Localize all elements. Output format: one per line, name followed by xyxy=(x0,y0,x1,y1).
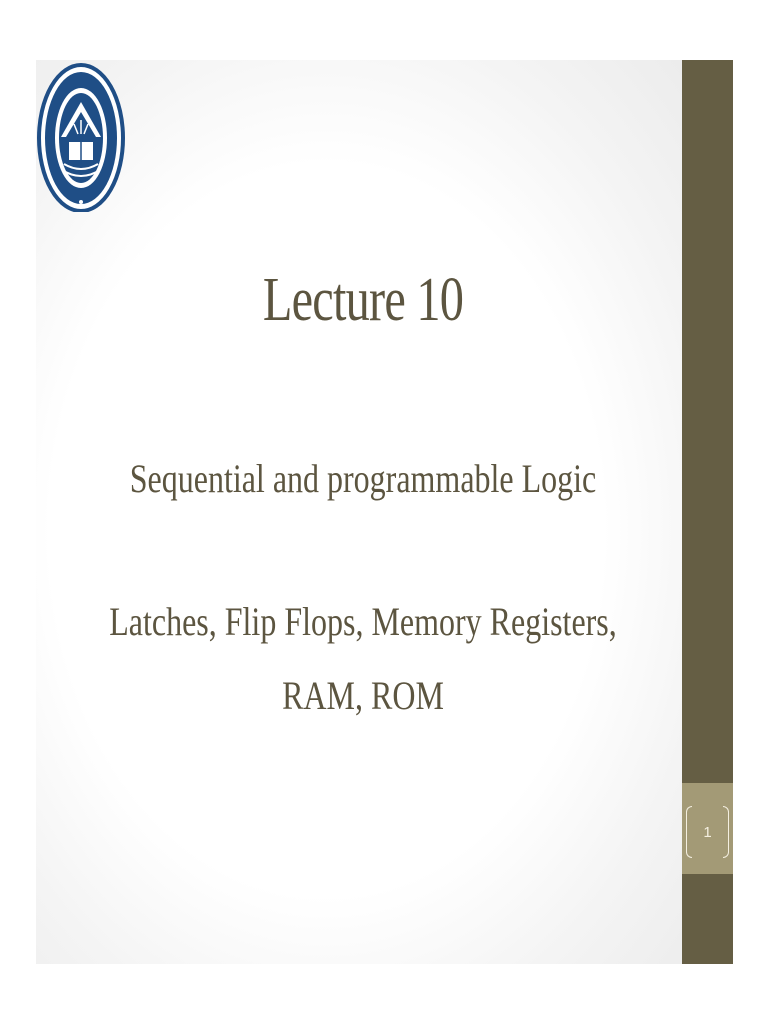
slide-topics-line-2: RAM, ROM xyxy=(282,673,444,718)
left-bracket-icon xyxy=(686,806,692,858)
page-number: 1 xyxy=(703,823,712,841)
slide-topics-line-1: Latches, Flip Flops, Memory Registers, xyxy=(109,599,617,644)
page-number-badge xyxy=(686,806,729,858)
slide-title: Lecture 10 xyxy=(262,266,464,334)
slide xyxy=(36,60,682,964)
slide-subtitle: Sequential and programmable Logic xyxy=(129,456,597,501)
university-seal-icon xyxy=(36,62,126,212)
right-bracket-icon xyxy=(723,806,729,858)
